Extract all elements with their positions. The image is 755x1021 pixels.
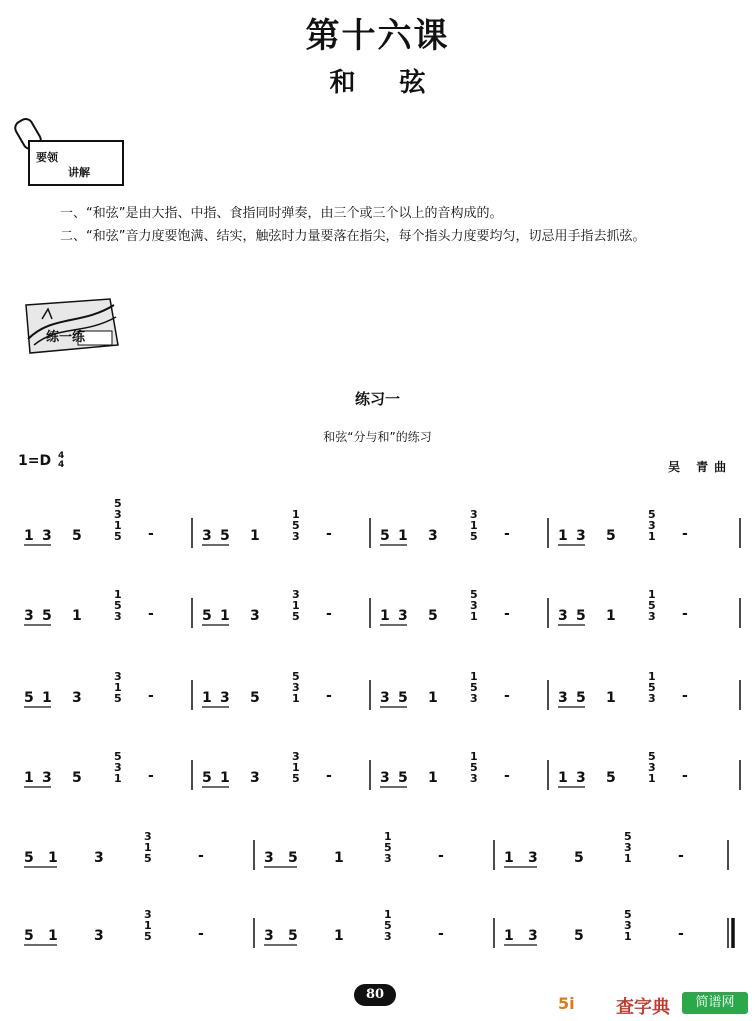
subtitle-char-1: 和 [329, 68, 356, 98]
score-note: 5 [24, 928, 34, 944]
score-note: 1 [504, 928, 514, 944]
score-note: 3 [250, 770, 260, 786]
chord-note: 1 [114, 772, 122, 785]
chord-note: 1 [384, 830, 392, 843]
score-note: 3 [558, 690, 568, 706]
exercise-title: 练习一 [354, 390, 400, 408]
score-note: 3 [576, 770, 586, 786]
chord-note: 5 [292, 610, 300, 623]
rest-dash: - [438, 926, 444, 942]
chord-note: 1 [292, 761, 300, 774]
score-note: 1 [558, 528, 568, 544]
chord-note: 5 [114, 497, 122, 510]
score-note: 5 [24, 690, 34, 706]
chord-note: 5 [470, 681, 478, 694]
watermark-logo [556, 990, 752, 1018]
chord-note: 3 [144, 908, 152, 921]
score-note: 3 [94, 850, 104, 866]
chord-note: 1 [624, 930, 632, 943]
chord-note: 3 [648, 761, 656, 774]
score-note: 1 [24, 528, 34, 544]
score-note: 3 [528, 850, 538, 866]
score-note: 3 [558, 608, 568, 624]
chord-note: 3 [114, 670, 122, 683]
rest-dash: - [504, 688, 510, 704]
chord-note: 3 [292, 530, 300, 543]
score-note: 3 [576, 528, 586, 544]
watermark-part-1: 5i [558, 994, 575, 1013]
chord-note: 1 [144, 841, 152, 854]
chord-note: 3 [292, 588, 300, 601]
practice-badge [22, 295, 122, 357]
chord-note: 5 [144, 930, 152, 943]
score-note: 1 [250, 528, 260, 544]
rest-dash: - [438, 848, 444, 864]
chord-note: 5 [648, 750, 656, 763]
score-note: 5 [576, 608, 586, 624]
chord-note: 1 [470, 519, 478, 532]
practice-badge-text: 练一练 [46, 330, 86, 345]
chord-note: 5 [292, 519, 300, 532]
score-note: 3 [428, 528, 438, 544]
page-number: 80 [354, 984, 396, 1006]
chord-note: 5 [648, 681, 656, 694]
chord-note: 1 [292, 692, 300, 705]
chord-note: 1 [292, 599, 300, 612]
chord-note: 1 [624, 852, 632, 865]
rest-dash: - [682, 688, 688, 704]
rest-dash: - [682, 526, 688, 542]
score-note: 5 [288, 928, 298, 944]
chord-note: 5 [114, 599, 122, 612]
rest-dash: - [148, 768, 154, 784]
chord-note: 5 [114, 750, 122, 763]
score-note: 5 [606, 770, 616, 786]
score-note: 1 [558, 770, 568, 786]
chord-note: 3 [470, 772, 478, 785]
score-note: 5 [202, 770, 212, 786]
chord-note: 3 [624, 919, 632, 932]
rest-dash: - [198, 926, 204, 942]
score-note: 3 [72, 690, 82, 706]
chord-note: 3 [470, 508, 478, 521]
score-note: 5 [250, 690, 260, 706]
score-note: 3 [202, 528, 212, 544]
score-note: 5 [72, 528, 82, 544]
score-note: 3 [528, 928, 538, 944]
rest-dash: - [678, 926, 684, 942]
chord-note: 3 [292, 750, 300, 763]
practice-illustration-icon [22, 295, 122, 357]
chord-note: 3 [292, 681, 300, 694]
score-note: 1 [48, 928, 58, 944]
score-note: 1 [428, 690, 438, 706]
chord-note: 5 [384, 841, 392, 854]
score-note: 3 [220, 690, 230, 706]
score-note: 1 [380, 608, 390, 624]
point-1: 一、“和弦”是由大指、中指、食指同时弹奏，由三个或三个以上的音构成的。 [60, 206, 503, 221]
chord-note: 3 [384, 852, 392, 865]
score-note: 5 [428, 608, 438, 624]
badge-line-2: 讲解 [68, 166, 90, 179]
score-note: 3 [380, 690, 390, 706]
chord-note: 3 [470, 692, 478, 705]
key-label: 1=D [18, 453, 52, 469]
score-note: 1 [220, 770, 230, 786]
meter-top: 4 [57, 451, 65, 461]
chord-note: 1 [648, 772, 656, 785]
key-points-badge [28, 140, 124, 186]
score-note: 1 [202, 690, 212, 706]
watermark-part-3: 简谱网 [682, 992, 748, 1014]
rest-dash: - [148, 606, 154, 622]
chord-note: 5 [648, 599, 656, 612]
chord-note: 5 [470, 530, 478, 543]
watermark-part-2: 查字典 [616, 997, 670, 1018]
chord-note: 3 [144, 830, 152, 843]
score-note: 5 [576, 690, 586, 706]
score-note: 1 [72, 608, 82, 624]
score-note: 5 [220, 528, 230, 544]
chord-note: 5 [114, 530, 122, 543]
chord-note: 5 [624, 908, 632, 921]
badge-line-1: 要领 [36, 151, 58, 164]
score-note: 1 [334, 928, 344, 944]
rest-dash: - [326, 606, 332, 622]
chord-note: 1 [114, 681, 122, 694]
score-note: 1 [504, 850, 514, 866]
meter-bottom: 4 [57, 460, 65, 470]
score-note: 1 [220, 608, 230, 624]
exercise-subtitle: 和弦“分与和”的练习 [323, 430, 432, 444]
score-note: 1 [24, 770, 34, 786]
score-note: 5 [72, 770, 82, 786]
chord-note: 1 [470, 670, 478, 683]
score-note: 5 [606, 528, 616, 544]
chord-note: 5 [624, 830, 632, 843]
chord-note: 3 [114, 610, 122, 623]
rest-dash: - [198, 848, 204, 864]
score-note: 5 [380, 528, 390, 544]
score-note: 3 [398, 608, 408, 624]
chord-note: 3 [648, 519, 656, 532]
score-note: 3 [94, 928, 104, 944]
score-note: 5 [24, 850, 34, 866]
score-note: 3 [250, 608, 260, 624]
chord-note: 3 [114, 761, 122, 774]
score-note: 5 [398, 690, 408, 706]
score-note: 3 [42, 770, 52, 786]
rest-dash: - [682, 768, 688, 784]
chord-note: 5 [292, 670, 300, 683]
chord-note: 1 [292, 508, 300, 521]
score [0, 470, 755, 970]
rest-dash: - [504, 526, 510, 542]
time-signature [58, 452, 64, 470]
chord-note: 1 [114, 519, 122, 532]
chord-note: 3 [648, 692, 656, 705]
chord-note: 1 [384, 908, 392, 921]
chord-note: 3 [624, 841, 632, 854]
chord-note: 1 [648, 530, 656, 543]
chord-note: 3 [648, 610, 656, 623]
rest-dash: - [326, 768, 332, 784]
chord-note: 5 [114, 692, 122, 705]
lesson-subtitle [0, 62, 755, 99]
score-note: 5 [574, 850, 584, 866]
chord-note: 1 [144, 919, 152, 932]
score-note: 5 [574, 928, 584, 944]
score-note: 1 [398, 528, 408, 544]
key-signature [18, 452, 64, 470]
score-note: 5 [398, 770, 408, 786]
score-note: 3 [380, 770, 390, 786]
chord-note: 1 [114, 588, 122, 601]
chord-note: 3 [384, 930, 392, 943]
chord-note: 1 [470, 750, 478, 763]
score-note: 1 [428, 770, 438, 786]
chord-note: 3 [114, 508, 122, 521]
score-note: 5 [42, 608, 52, 624]
rest-dash: - [148, 526, 154, 542]
score-note: 5 [288, 850, 298, 866]
score-note: 1 [48, 850, 58, 866]
chord-note: 1 [648, 588, 656, 601]
chord-note: 5 [384, 919, 392, 932]
score-note: 3 [42, 528, 52, 544]
score-note: 3 [264, 928, 274, 944]
chord-note: 1 [648, 670, 656, 683]
chord-note: 5 [292, 772, 300, 785]
rest-dash: - [326, 688, 332, 704]
chord-note: 5 [470, 761, 478, 774]
score-note: 1 [42, 690, 52, 706]
score-note: 1 [334, 850, 344, 866]
score-note: 3 [24, 608, 34, 624]
point-2: 二、“和弦”音力度要饱满、结实，触弦时力量要落在指尖，每个指头力度要均匀，切忌用手指去抓弦。 [60, 229, 646, 244]
score-note: 5 [202, 608, 212, 624]
rest-dash: - [678, 848, 684, 864]
lesson-title: 第十六课 [305, 16, 450, 56]
subtitle-char-2: 弦 [399, 68, 426, 98]
score-note: 1 [606, 690, 616, 706]
rest-dash: - [326, 526, 332, 542]
chord-note: 5 [144, 852, 152, 865]
chord-note: 5 [648, 508, 656, 521]
chord-note: 5 [470, 588, 478, 601]
score-note: 1 [606, 608, 616, 624]
rest-dash: - [148, 688, 154, 704]
rest-dash: - [504, 768, 510, 784]
score-note: 3 [264, 850, 274, 866]
chord-note: 1 [470, 610, 478, 623]
rest-dash: - [504, 606, 510, 622]
composer: 吴 青曲 [668, 460, 733, 474]
rest-dash: - [682, 606, 688, 622]
chord-note: 3 [470, 599, 478, 612]
